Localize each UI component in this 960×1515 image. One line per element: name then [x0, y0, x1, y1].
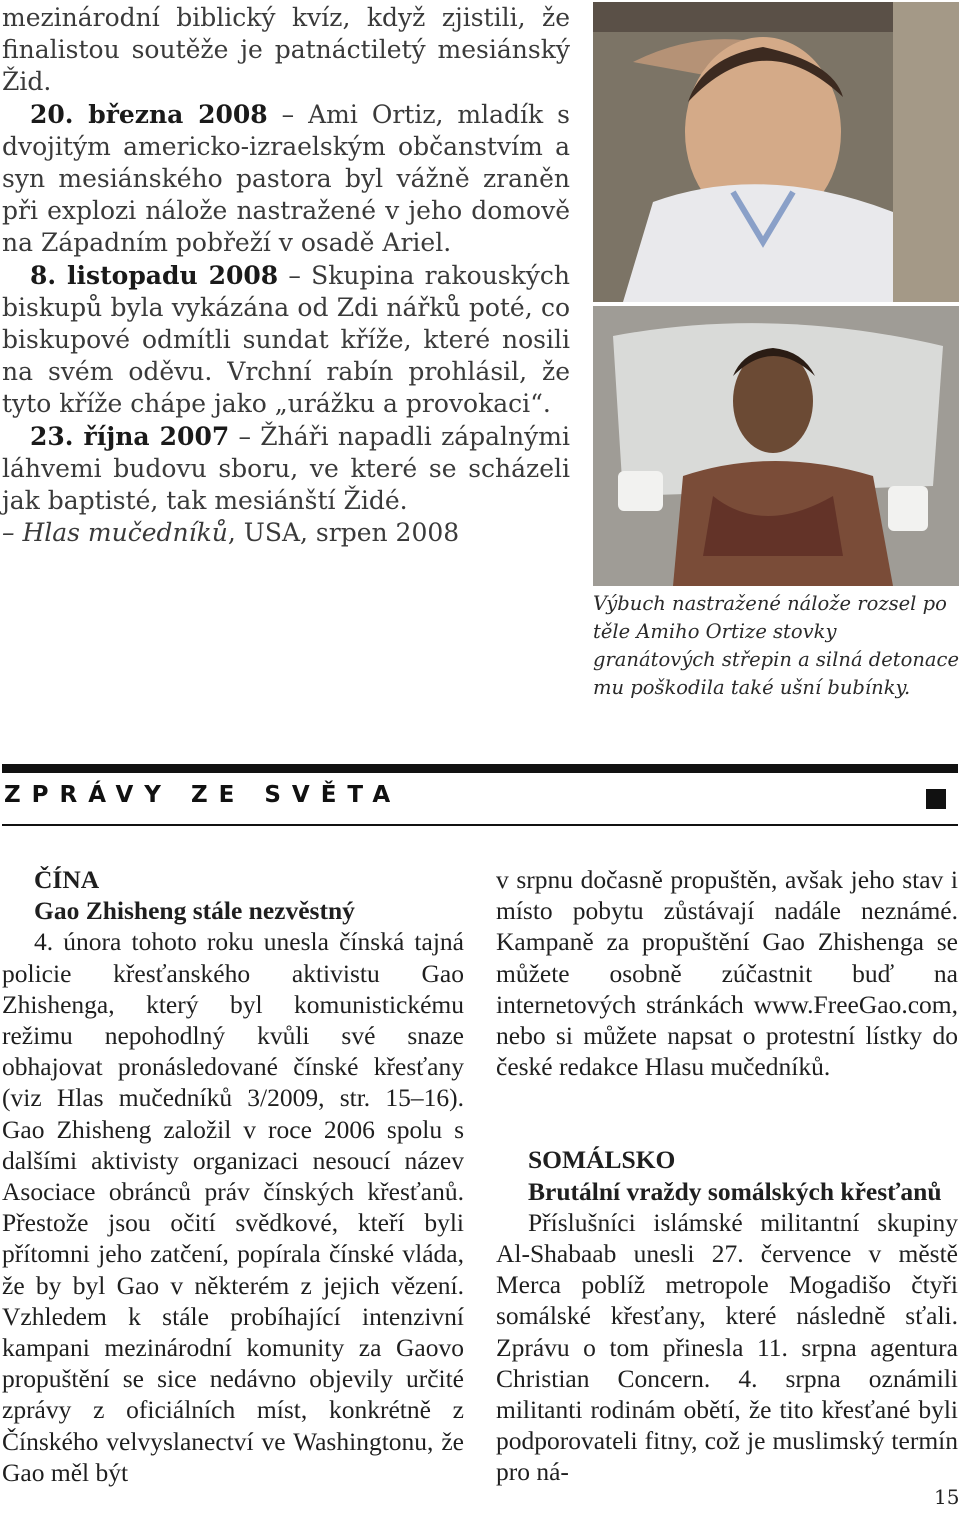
- photo-in-hospital: [593, 306, 959, 586]
- china-headline: Gao Zhisheng stále nezvěstný: [34, 896, 355, 926]
- somalia-headline: Brutální vraždy somálských křesťanů: [528, 1176, 942, 1206]
- page-number: 15: [934, 1485, 960, 1509]
- photo-stack: [593, 2, 959, 586]
- china-country-heading: ČÍNA: [34, 865, 100, 894]
- section-top-rule: [2, 764, 958, 773]
- source-title: – Hlas mučedníků: [2, 518, 228, 548]
- column-spacer: [496, 1082, 958, 1113]
- item-3-text: – Žháři napadli zápalnými láhvemi budovu sboru, ve které se scházeli jak baptisté, tak mesiánští Židé.: [2, 421, 570, 516]
- item-1-date: 20. března 2008: [30, 99, 268, 129]
- item-2-date: 8. listopadu 2008: [30, 260, 279, 290]
- photo-before-injury-image: [593, 2, 959, 302]
- news-item-3: [2, 421, 570, 518]
- section-square-icon: [926, 789, 946, 809]
- item-1-text: – Ami Ortiz, mladík s dvojitým americko-izraelským občanstvím a syn mesiánského pastora byl vážně zraněn při explozi nálože nastražené v jeho domově na Západním pobřeží v osadě Ariel.: [2, 99, 570, 258]
- column-spacer: [496, 1113, 958, 1144]
- somalia-body: Příslušníci islámské militantní skupiny Al-Shabaab unesli 27. července v městě Merca poblíž metropole Mogadišo čtyři somálské křesťany, které následně sťali. Zprávu o tom přinesla 11. srpna agentura Christian Concern. 4. srpna oznámili militanti rodinám obětí, že tito křesťané byli podporovateli fitny, což je muslimský termín pro ná-: [496, 1207, 958, 1487]
- upper-article-text: [2, 2, 570, 549]
- section-title: ZPRÁVY ZE SVĚTA: [4, 782, 402, 808]
- photo-before-injury: [593, 2, 959, 302]
- photo-in-hospital-image: [593, 306, 959, 586]
- source-line: [2, 517, 570, 549]
- news-item-1: [2, 99, 570, 260]
- item-3-date: 23. října 2007: [30, 421, 230, 451]
- china-body: 4. února tohoto roku unesla čínská tajná policie křesťanského aktivistu Gao Zhishenga, který byl komunistickému režimu nepohodlný kvůli své snaze obhajovat pronásledované čínské křesťany (viz Hlas mučedníků 3/2009, str. 15–16). Gao Zhisheng založil v roce 2006 spolu s dalšími aktivisty organizaci nesoucí název Asociace obránců práv čínských křesťanů. Přestože jsou očití svědkové, kteří byli přítomni jeho zatčení, popírala čínské vláda, že by byl Gao v některém z jejich vězení. Vzhledem k stále probíhající intenzivní kampani mezinárodní komunity za Gaovo propuštění se sice nedávno objevily určité zprávy z oficiálních míst, konkrétně z Čínského velvyslanectví ve Washingtonu, že Gao měl být: [2, 927, 464, 1487]
- source-rest: , USA, srpen 2008: [227, 518, 460, 548]
- section-bottom-rule: [2, 824, 958, 826]
- intro-paragraph: mezinárodní biblický kvíz, když zjistili, že finalistou soutěže je patnáctiletý mesiánský Žid.: [2, 3, 570, 97]
- column-left: [2, 864, 464, 1488]
- somalia-country-heading: SOMÁLSKO: [528, 1145, 676, 1175]
- column-right: [496, 864, 958, 1488]
- china-continued: v srpnu dočasně propuštěn, avšak jeho stav i místo pobytu zůstávají nadále neznámé. Kampaně za propuštění Gao Zhishenga se můžete osobně zúčastnit buď na internetových stránkách www.FreeGao.com, nebo si můžete napsat o protestní lístky do české redakce Hlasu mučedníků.: [496, 865, 958, 1082]
- item-2-text: – Skupina rakouských biskupů byla vykázána od Zdi nářků poté, co biskupové odmítli sundat kříže, které nosili na svém oděvu. Vrchní rabín prohlásil, že tyto kříže chápe jako „urážku a provokaci“.: [2, 260, 570, 419]
- news-item-2: [2, 260, 570, 421]
- photo-caption: Výbuch nastražené nálože rozsel po těle Amiho Ortize stovky granátových střepin a silná detonace mu poškodila také ušní bubínky.: [593, 592, 960, 699]
